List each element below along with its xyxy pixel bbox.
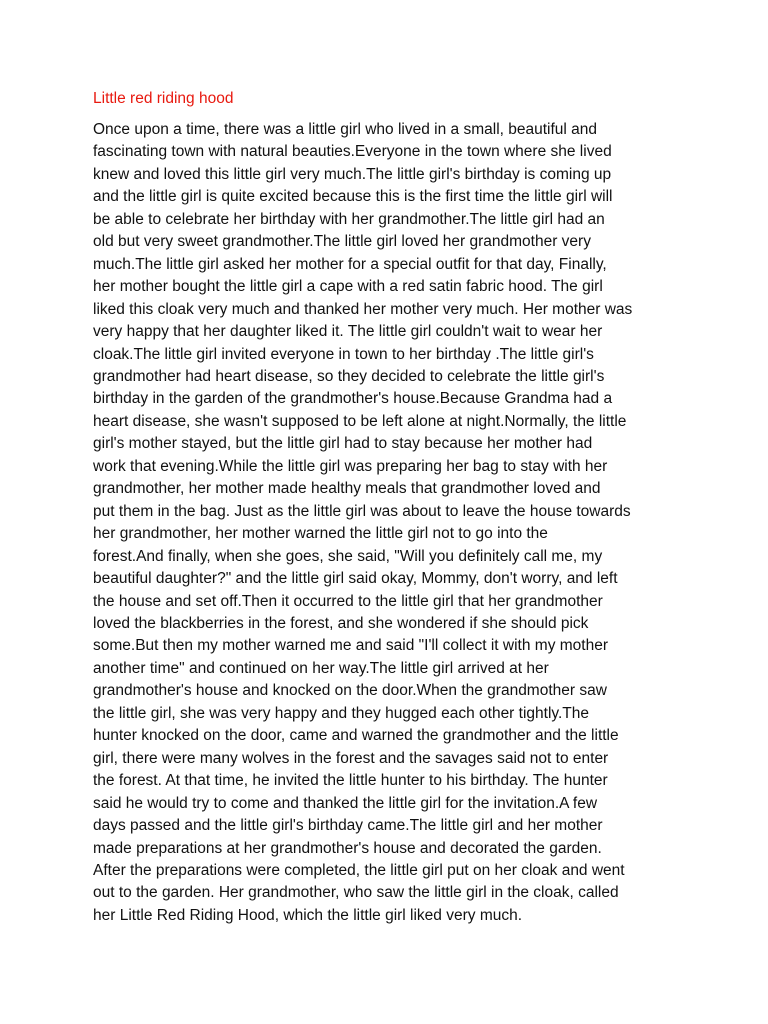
story-line: the forest. At that time, he invited the little hunter to his birthday. The hunter bbox=[93, 772, 608, 790]
story-line: hunter knocked on the door, came and warned the grandmother and the little bbox=[93, 727, 619, 745]
story-line: After the preparations were completed, the little girl put on her cloak and went bbox=[93, 861, 625, 879]
story-line: made preparations at her grandmother's house and decorated the garden. bbox=[93, 839, 602, 857]
story-line: birthday in the garden of the grandmother's house.Because Grandma had a bbox=[93, 390, 613, 408]
story-line: heart disease, she wasn't supposed to be left alone at night.Normally, the little bbox=[93, 412, 627, 430]
story-line: beautiful daughter?" and the little girl said okay, Mommy, don't worry, and left bbox=[93, 570, 618, 588]
document-title: Little red riding hood bbox=[93, 90, 234, 107]
story-line: her mother bought the little girl a cape with a red satin fabric hood. The girl bbox=[93, 278, 603, 296]
story-line: loved the blackberries in the forest, and she wondered if she should pick bbox=[93, 614, 589, 632]
story-line: girl's mother stayed, but the little girl had to stay because her mother had bbox=[93, 435, 593, 453]
story-line: grandmother's house and knocked on the door.When the grandmother saw bbox=[93, 682, 607, 700]
story-line: very happy that her daughter liked it. The little girl couldn't wait to wear her bbox=[93, 323, 603, 341]
story-line: girl, there were many wolves in the forest and the savages said not to enter bbox=[93, 749, 609, 767]
story-line: said he would try to come and thanked the little girl for the invitation.A few bbox=[93, 794, 598, 812]
story-line: work that evening.While the little girl was preparing her bag to stay with her bbox=[93, 457, 608, 475]
story-line: cloak.The little girl invited everyone in town to her birthday .The little girl's bbox=[93, 345, 594, 363]
story-line: forest.And finally, when she goes, she said, "Will you definitely call me, my bbox=[93, 547, 603, 565]
story-line: grandmother had heart disease, so they decided to celebrate the little girl's bbox=[93, 367, 605, 385]
story-line: liked this cloak very much and thanked her mother very much. Her mother was bbox=[93, 300, 633, 318]
story-line: and the little girl is quite excited because this is the first time the little girl will bbox=[93, 188, 613, 206]
story-line: her Little Red Riding Hood, which the little girl liked very much. bbox=[93, 906, 523, 924]
story-line: much.The little girl asked her mother for a special outfit for that day, Finally, bbox=[93, 255, 607, 273]
story-line: some.But then my mother warned me and said "I'll collect it with my mother bbox=[93, 637, 608, 655]
story-line: the house and set off.Then it occurred to the little girl that her grandmother bbox=[93, 592, 603, 610]
story-line: put them in the bag. Just as the little girl was about to leave the house towards bbox=[93, 502, 631, 520]
story-body bbox=[93, 119, 683, 927]
story-line: fascinating town with natural beauties.Everyone in the town where she lived bbox=[93, 143, 612, 161]
story-line: the little girl, she was very happy and they hugged each other tightly.The bbox=[93, 704, 590, 722]
story-line: knew and loved this little girl very much.The little girl's birthday is coming up bbox=[93, 165, 612, 183]
story-line: Once upon a time, there was a little girl who lived in a small, beautiful and bbox=[93, 121, 598, 138]
story-line: out to the garden. Her grandmother, who saw the little girl in the cloak, called bbox=[93, 884, 619, 902]
story-line: grandmother, her mother made healthy meals that grandmother loved and bbox=[93, 480, 601, 498]
story-line: days passed and the little girl's birthday came.The little girl and her mother bbox=[93, 817, 603, 835]
story-line: old but very sweet grandmother.The little girl loved her grandmother very bbox=[93, 233, 591, 251]
story-line: be able to celebrate her birthday with her grandmother.The little girl had an bbox=[93, 210, 605, 228]
story-line: another time" and continued on her way.The little girl arrived at her bbox=[93, 659, 549, 677]
story-line: her grandmother, her mother warned the little girl not to go into the bbox=[93, 525, 548, 543]
